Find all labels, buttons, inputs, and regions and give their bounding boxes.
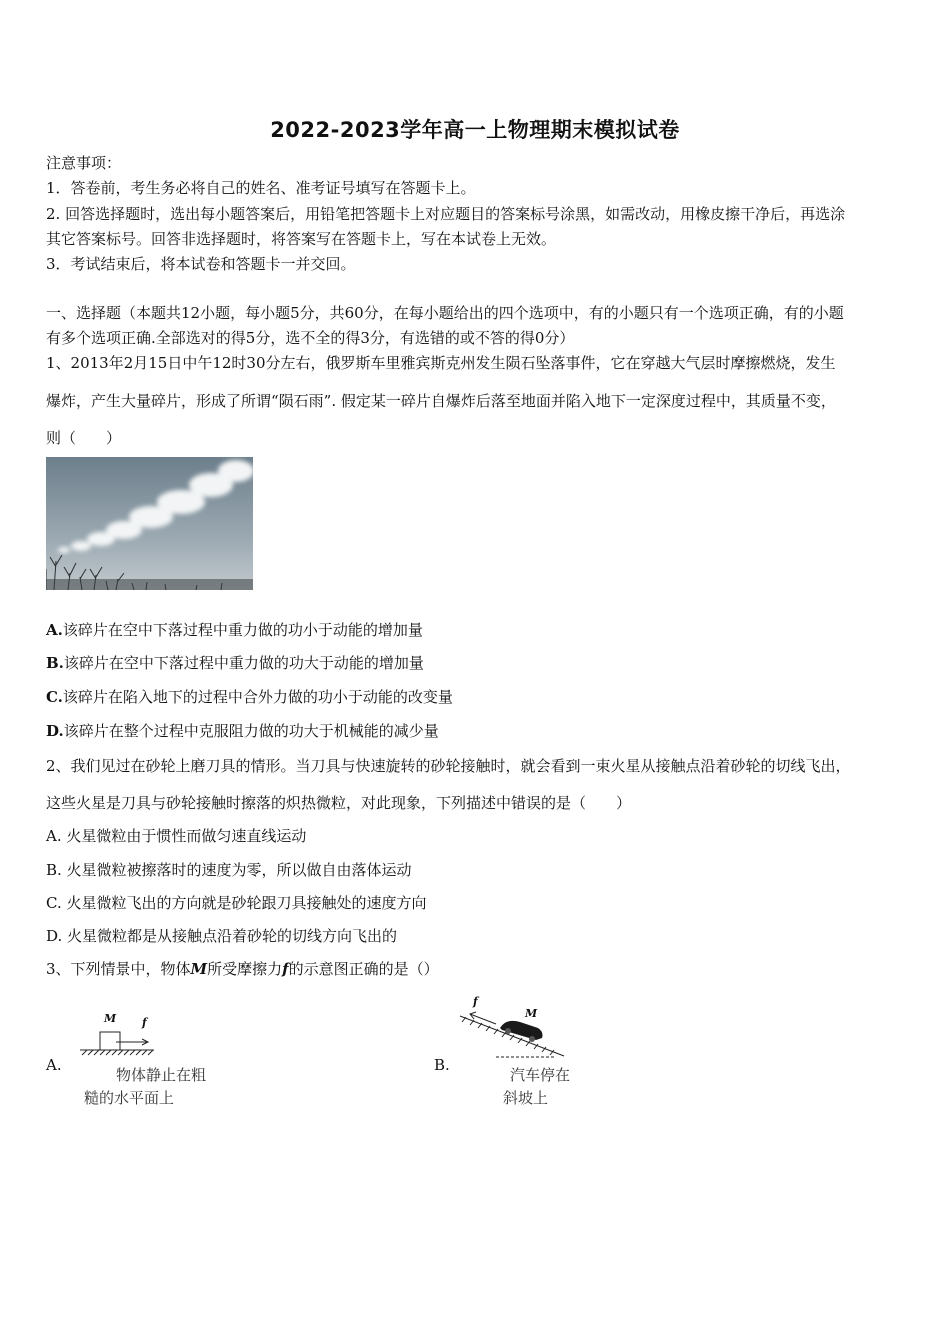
notice-heading: 注意事项： [46,154,122,172]
option-text: 该碎片在空中下落过程中重力做的功小于动能的增加量 [62,621,423,639]
figure-a-force-label: f [142,1016,147,1029]
figure-b-label: B. [434,1056,450,1074]
question-1-option-d [46,720,439,741]
notice-item: 其它答案标号。回答非选择题时，将答案写在答题卡上，写在本试卷上无效。 [46,230,557,248]
question-2-option-a: A. 火星微粒由于惯性而做匀速直线运动 [46,827,307,845]
section-instructions: 有多个选项正确.全部选对的得5分，选不全的得3分，有选错的或不答的得0分） [46,329,575,347]
option-label: C. [46,688,63,706]
option-label: A. [46,621,63,639]
question-2-stem: 2、我们见过在砂轮上磨刀具的情形。当刀具与快速旋转的砂轮接触时，就会看到一束火星从接触点沿着砂轮的切线飞出， [46,757,851,775]
figure-a-mass-label: M [104,1012,117,1025]
notice-item: 1．答卷前，考生务必将自己的姓名、准考证号填写在答题卡上。 [46,179,476,197]
question-2-option-d: D. 火星微粒都是从接触点沿着砂轮的切线方向飞出的 [46,927,398,945]
figure-a-caption: 糙的水平面上 [84,1089,175,1107]
question-1-stem: 则（ ） [46,429,122,447]
question-2-stem: 这些火星是刀具与砂轮接触时擦落的炽热微粒，对此现象，下列描述中错误的是（ ） [46,794,632,812]
figure-b-caption: 斜坡上 [503,1089,549,1107]
notice-item: 2. 回答选择题时，选出每小题答案后，用铅笔把答题卡上对应题目的答案标号涂黑，如需改动，用橡皮擦干净后，再选涂 [46,205,846,223]
question-3-stem: 3、下列情景中，物体M所受摩擦力f的示意图正确的是（） [46,960,439,978]
figure-b-mass-label: M [525,1007,538,1020]
option-text: 该碎片在整个过程中克服阻力做的功大于机械能的减少量 [63,722,439,740]
option-text: 该碎片在空中下落过程中重力做的功大于动能的增加量 [63,654,424,672]
question-1-option-c [46,686,453,707]
figure-b-diagram [456,1000,571,1062]
notice-item: 3．考试结束后，将本试卷和答题卡一并交回。 [46,255,356,273]
figure-b-force-label: f [473,995,478,1008]
question-1-option-a [46,619,423,640]
question-2-option-c: C. 火星微粒飞出的方向就是砂轮跟刀具接触处的速度方向 [46,894,427,912]
question-1-stem: 1、2013年2月15日中午12时30分左右，俄罗斯车里雅宾斯克州发生陨石坠落事件，它在穿越大气层时摩擦燃烧，发生 [46,354,836,372]
figure-a-label: A. [46,1056,62,1074]
meteor-trail-photo [46,457,253,590]
option-label: D. [46,722,64,740]
option-text: 该碎片在陷入地下的过程中合外力做的功小于动能的改变量 [62,688,453,706]
question-2-option-b: B. 火星微粒被擦落时的速度为零，所以做自由落体运动 [46,861,412,879]
question-1-option-b [46,652,424,673]
figure-a-caption: 物体静止在粗 [116,1066,207,1084]
page-title: 2022-2023学年高一上物理期末模拟试卷 [270,118,680,142]
section-instructions: 一、选择题（本题共12小题，每小题5分，共60分，在每小题给出的四个选项中，有的小题只有一个选项正确，有的小题 [46,304,844,322]
question-1-stem: 爆炸，产生大量碎片，形成了所谓“陨石雨”. 假定某一碎片自爆炸后落至地面并陷入地下一定深度过程中，其质量不变， [46,392,836,410]
figure-b-caption: 汽车停在 [510,1066,571,1084]
option-label: B. [46,654,64,672]
